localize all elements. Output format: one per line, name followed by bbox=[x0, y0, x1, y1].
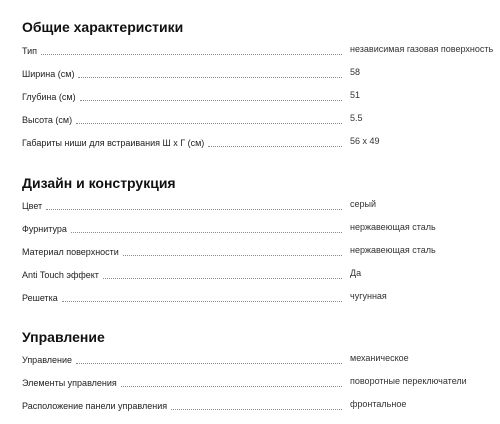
spec-row-depth bbox=[22, 89, 494, 103]
spec-row-type bbox=[22, 43, 494, 57]
dotted-leader bbox=[78, 68, 342, 78]
spec-row-anti-touch bbox=[22, 267, 494, 281]
spec-row-surface-material bbox=[22, 244, 494, 258]
spec-label: Тип bbox=[22, 46, 38, 56]
dotted-leader bbox=[80, 91, 342, 101]
spec-value: нержавеющая сталь bbox=[350, 245, 436, 255]
spec-label: Решетка bbox=[22, 293, 58, 303]
spec-value: фронтальное bbox=[350, 399, 407, 409]
spec-value: независимая газовая поверхность bbox=[350, 44, 494, 54]
section-title-design: Дизайн и конструкция bbox=[22, 175, 176, 191]
spec-label: Anti Touch эффект bbox=[22, 270, 99, 280]
spec-row-fittings bbox=[22, 221, 494, 235]
spec-value: 51 bbox=[350, 90, 361, 100]
spec-value: Да bbox=[350, 268, 362, 278]
spec-label: Элементы управления bbox=[22, 378, 117, 388]
dotted-leader bbox=[171, 400, 342, 410]
spec-row-niche-dimensions bbox=[22, 135, 494, 149]
spec-value: поворотные переключатели bbox=[350, 376, 467, 386]
dotted-leader bbox=[208, 137, 342, 147]
spec-label: Управление bbox=[22, 355, 73, 365]
spec-value: механическое bbox=[350, 353, 409, 363]
section-title-controls: Управление bbox=[22, 329, 105, 345]
spec-value: 58 bbox=[350, 67, 361, 77]
dotted-leader bbox=[121, 377, 342, 387]
spec-label: Фурнитура bbox=[22, 224, 67, 234]
spec-row-color bbox=[22, 198, 494, 212]
spec-label: Расположение панели управления bbox=[22, 401, 168, 411]
dotted-leader bbox=[123, 246, 342, 256]
spec-row-width bbox=[22, 66, 494, 80]
spec-row-control-elements bbox=[22, 375, 494, 389]
section-title-general: Общие характеристики bbox=[22, 19, 184, 35]
spec-label: Цвет bbox=[22, 201, 43, 211]
spec-row-grate bbox=[22, 290, 494, 304]
spec-label: Ширина (см) bbox=[22, 69, 75, 79]
dotted-leader bbox=[46, 200, 342, 210]
spec-row-height bbox=[22, 112, 494, 126]
dotted-leader bbox=[76, 354, 342, 364]
dotted-leader bbox=[76, 114, 342, 124]
spec-value: нержавеющая сталь bbox=[350, 222, 436, 232]
dotted-leader bbox=[62, 292, 342, 302]
spec-value: серый bbox=[350, 199, 377, 209]
spec-value: 5.5 bbox=[350, 113, 363, 123]
spec-label: Глубина (см) bbox=[22, 92, 76, 102]
spec-label: Материал поверхности bbox=[22, 247, 119, 257]
spec-value: 56 x 49 bbox=[350, 136, 380, 146]
dotted-leader bbox=[41, 45, 342, 55]
dotted-leader bbox=[103, 269, 342, 279]
spec-value: чугунная bbox=[350, 291, 387, 301]
spec-label: Высота (см) bbox=[22, 115, 73, 125]
spec-row-panel-location bbox=[22, 398, 494, 412]
spec-label: Габариты ниши для встраивания Ш х Г (см) bbox=[22, 138, 205, 148]
spec-row-control-type bbox=[22, 352, 494, 366]
dotted-leader bbox=[71, 223, 342, 233]
